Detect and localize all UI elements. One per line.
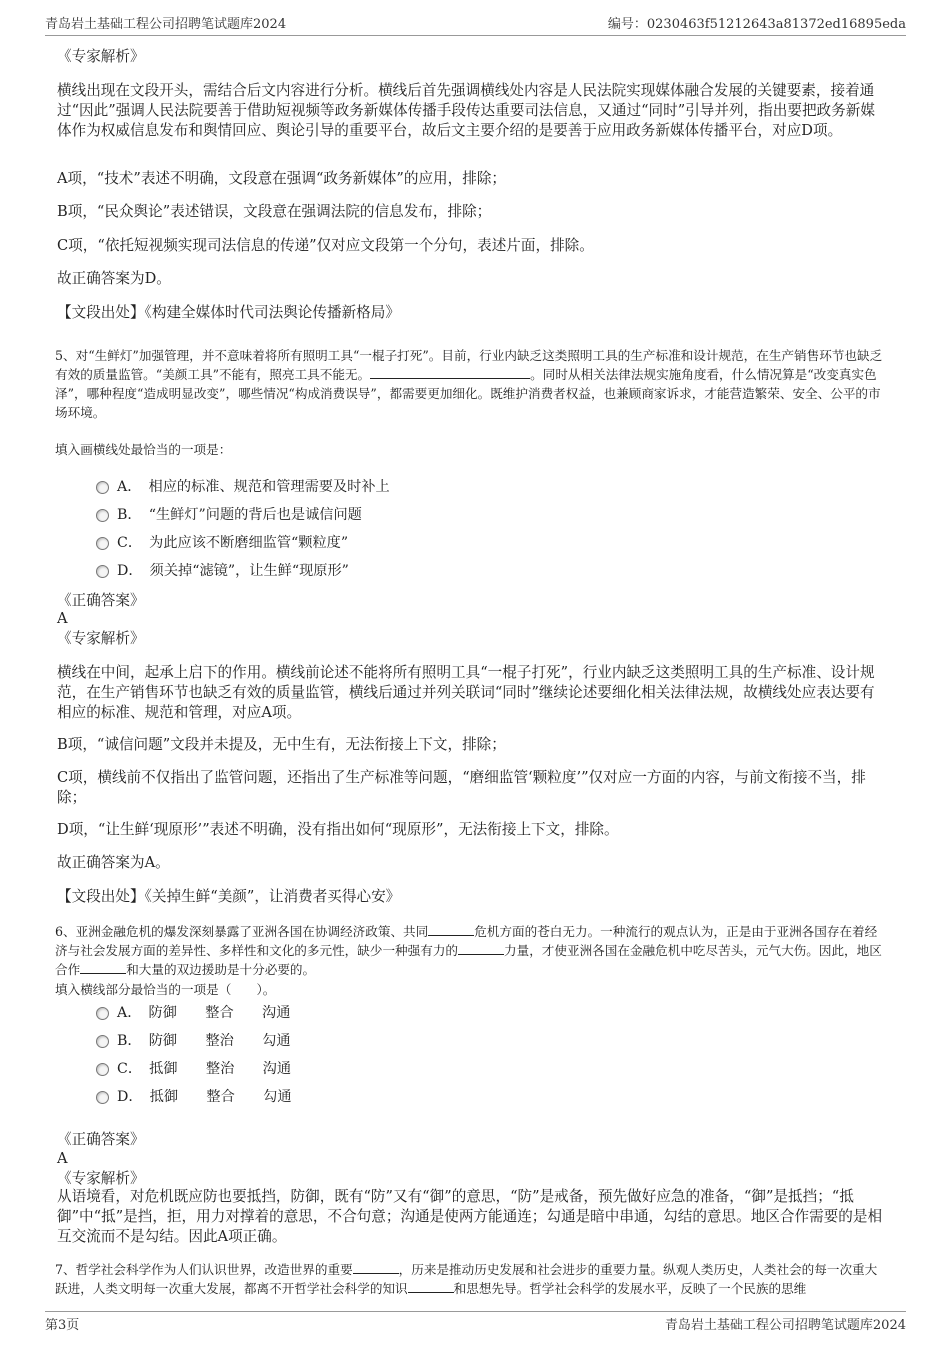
radio-icon[interactable]: [96, 481, 109, 494]
q6-stem: 6、亚洲金融危机的爆发深刻暴露了亚洲各国在协调经济政策、共同 危机方面的苍白无力。一种流行的观点认为，正是由于亚洲各国存在着经济与社会发展方面的差异性、多样性和文化的多元性，缺少一种强有力的 力量，才使亚洲各国在金融危机中吃尽苦头，元气大伤。因此，地区合作 和大量的双边援助是十分必要的。: [55, 924, 882, 977]
q4-option-b-note: B项，“民众舆论”表述错误，文段意在强调法院的信息发布，排除；: [57, 203, 492, 220]
q5-answer: A: [57, 610, 68, 627]
q6-answer: A: [57, 1150, 68, 1167]
q6-analysis: 从语境看，对危机既应防也要抵挡，防御，既有“防”又有“御”的意思，“防”是戒备，预先做好应急的准备，“御”是抵挡；“抵御”中“抵”是挡，拒，用力对撑着的意思，不合句意；沟通是使两方能通连；勾通是暗中串通，勾结的意思。地区合作需要的是相互交流而不是勾结。因此A项正确。: [57, 1188, 883, 1245]
q6-prompt: 填入横线部分最恰当的一项是（ ）。: [55, 982, 276, 997]
q5-option-b-note: B项，“诚信问题”文段并未提及，无中生有，无法衔接上下文，排除；: [57, 736, 506, 753]
q5-analysis: 横线在中间，起承上启下的作用。横线前论述不能将所有照明工具“一棍子打死”，行业内缺乏这类照明工具的生产标准、设计规范，在生产销售环节也缺乏有效的质量监管，横线后通过并列关联词“同时”继续论述要细化相关法律法规，故横线处应表达要有相应的标准、规范和管理，对应A项。: [57, 664, 875, 721]
radio-icon[interactable]: [96, 509, 109, 522]
q6-option-a[interactable]: A． 防御 整合 沟通: [96, 1003, 290, 1023]
q5-blank: [370, 366, 530, 379]
q5-option-d[interactable]: D． 须关掉“滤镜”，让生鲜“现原形”: [96, 561, 349, 581]
q6-answer-title: 《正确答案》: [57, 1131, 145, 1148]
q6-analysis-title: 《专家解析》: [57, 1170, 145, 1187]
header-title: 青岛岩土基础工程公司招聘笔试题库2024: [45, 17, 287, 32]
q6-option-d[interactable]: D． 抵御 整合 勾通: [96, 1087, 292, 1107]
header-divider: [45, 35, 906, 36]
q4-analysis: 横线出现在文段开头，需结合后文内容进行分析。横线后首先强调横线处内容是人民法院实现媒体融合发展的关键要素，接着通过“因此”强调人民法院要善于借助短视频等政务新媒体传播手段传达重要司法信息，又通过“同时”引导并列，指出要把政务新媒体作为权威信息发布和舆情回应、舆论引导的重要平台，故后文主要介绍的是要善于应用政务新媒体传播平台，对应D项。: [57, 82, 875, 139]
q5-option-a[interactable]: A． 相应的标准、规范和管理需要及时补上: [96, 477, 390, 497]
radio-icon[interactable]: [96, 565, 109, 578]
q7-blank-2: [408, 1280, 454, 1293]
radio-icon[interactable]: [96, 537, 109, 550]
q6-option-c[interactable]: C． 抵御 整治 沟通: [96, 1059, 291, 1079]
footer-title: 青岛岩土基础工程公司招聘笔试题库2024: [664, 1318, 906, 1333]
q7-blank-1: [353, 1261, 399, 1274]
q5-stem-part1: 5、对“生鲜灯”加强管理，并不意味着将所有照明工具“一棍子打死”。目前，行业内缺乏这类照明工具的生产标准和设计规范，在生产销售环节也缺乏有效的质量监管。“美颜工具”不能有，照亮工具不能无。: [55, 348, 883, 382]
q5-option-d-note: D项，“让生鲜‘现原形’”表述不明确，没有指出如何“现原形”，无法衔接上下文，排除。: [57, 821, 619, 838]
q5-source: 【文段出处】《关掉生鲜“美颜”，让消费者买得心安》: [57, 888, 401, 905]
radio-icon[interactable]: [96, 1063, 109, 1076]
q7-stem: 7、哲学社会科学作为人们认识世界，改造世界的重要 ，历来是推动历史发展和社会进步的重要力量。纵观人类历史，人类社会的每一次重大跃进，人类文明每一次重大发展，都离不开哲学社会科学的知识 和思想先导。哲学社会科学的发展水平，反映了一个民族的思维: [55, 1262, 878, 1296]
q4-source: 【文段出处】《构建全媒体时代司法舆论传播新格局》: [57, 304, 400, 321]
header-doc-id: 编号：0230463f51212643a81372ed16895eda: [607, 17, 906, 32]
q5-option-c-note: C项，横线前不仅指出了监管问题，还指出了生产标准等问题，“磨细监管‘颗粒度’”仅对应一方面的内容，与前文衔接不当，排除；: [57, 769, 866, 806]
footer-divider: [45, 1311, 906, 1312]
q5-prompt: 填入画横线处最恰当的一项是：: [55, 442, 232, 457]
q5-conclusion: 故正确答案为A。: [57, 854, 170, 871]
q4-option-c-note: C项，“依托短视频实现司法信息的传递”仅对应文段第一个分句，表述片面，排除。: [57, 237, 594, 254]
radio-icon[interactable]: [96, 1035, 109, 1048]
footer-page-number: 第3页: [45, 1318, 80, 1333]
q5-option-b[interactable]: B． “生鲜灯”问题的背后也是诚信问题: [96, 505, 362, 525]
q6-blank-2: [458, 942, 504, 955]
q5-analysis-title: 《专家解析》: [57, 630, 145, 647]
q5-answer-title: 《正确答案》: [57, 592, 145, 609]
q5-stem: [55, 346, 885, 422]
q4-analysis-title: 《专家解析》: [57, 48, 145, 65]
q6-option-b[interactable]: B． 防御 整治 勾通: [96, 1031, 291, 1051]
q5-stem-part2: 。同时从相关法律法规实施角度看，什么情况算是“改变真实色泽”，哪种程度“造成明显改变”，哪些情况“构成消费误导”，都需要更加细化。既维护消费者权益，也兼顾商家诉求，才能营造繁荣、安全、公平的市场环境。: [55, 367, 881, 420]
q4-conclusion: 故正确答案为D。: [57, 270, 171, 287]
q6-blank-1: [428, 923, 474, 936]
q6-blank-3: [80, 961, 126, 974]
radio-icon[interactable]: [96, 1007, 109, 1020]
page-header: [0, 0, 950, 38]
q4-option-a-note: A项，“技术”表述不明确，文段意在强调“政务新媒体”的应用，排除；: [57, 170, 507, 187]
radio-icon[interactable]: [96, 1091, 109, 1104]
q5-option-c[interactable]: C． 为此应该不断磨细监管“颗粒度”: [96, 533, 348, 553]
